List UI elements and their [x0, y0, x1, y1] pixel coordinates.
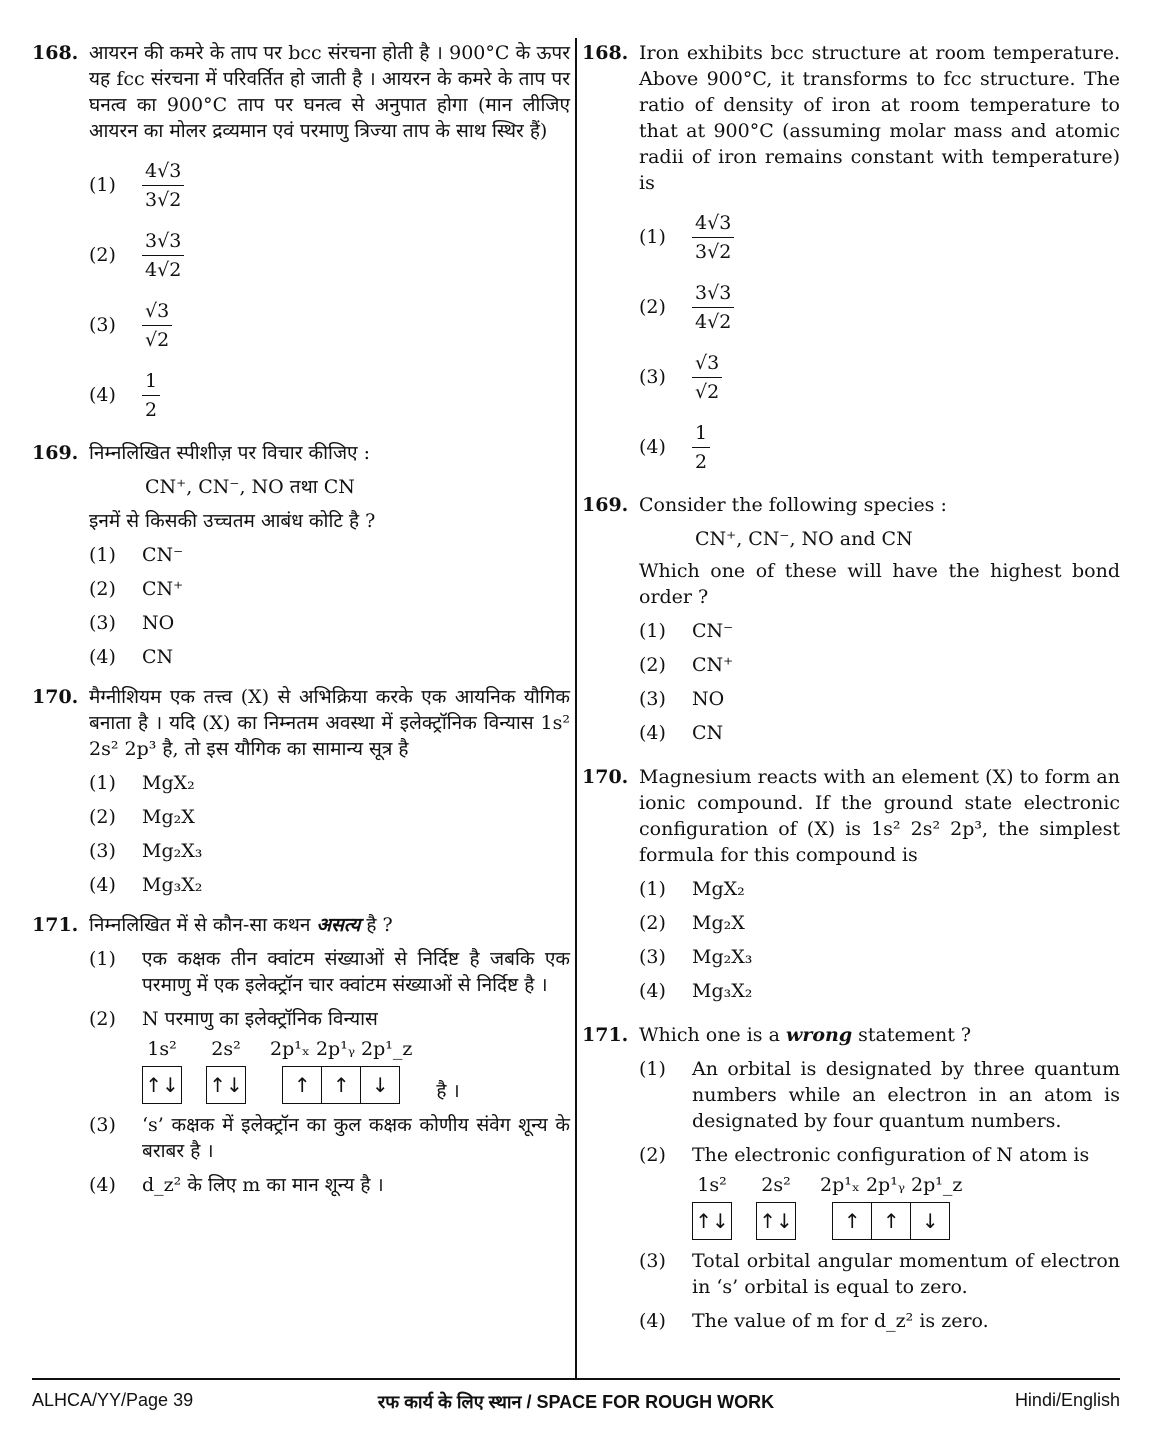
fraction: $\frac{3√3}{4√2}$	[692, 281, 734, 334]
option-4: (4) Mg₃X₂	[639, 980, 753, 1002]
question-number: 168.	[582, 42, 629, 64]
option-3: (3) $\frac{√3}{√2}$	[639, 346, 1120, 408]
option-1: (1) An orbital is designated by three quantum numbers while an electron in an atom is designated by four quantum numbers.	[639, 1058, 1120, 1132]
question-text: निम्नलिखित में से कौन-सा कथन असत्य है ?	[89, 914, 393, 936]
fraction: $\frac{√3}{√2}$	[142, 299, 172, 352]
question-text: Magnesium reacts with an element (X) to form an ionic compound. If the ground state electronic configuration of (X) is 1s² 2s² 2p³, the simplest formula for this compound is	[639, 766, 1120, 866]
option-3: (3) Mg₂X₃	[639, 946, 753, 968]
question-text: Iron exhibits bcc structure at room temperature. Above 900°C, it transforms to fcc structure. The ratio of density of iron at room temperature to that at 900°C (assuming molar mass and atomic radii of iron remains constant with temperature) is	[639, 42, 1120, 194]
question-prompt: इनमें से किसकी उच्चतम आबंध कोटि है ?	[89, 510, 376, 532]
option-3: (3) ‘s’ कक्षक में इलेक्ट्रॉन का कुल कक्षक कोणीय संवेग शून्य के बराबर है ।	[89, 1114, 570, 1162]
option-2: (2) Mg₂X	[639, 912, 745, 934]
species-list: CN⁺, CN⁻, NO तथा CN	[145, 476, 355, 498]
fraction: $\frac{4√3}{3√2}$	[692, 211, 734, 264]
option-4: (4) d_z² के लिए m का मान शून्य है ।	[89, 1174, 384, 1196]
option-1: (1) $\frac{4√3}{3√2}$	[639, 206, 1120, 268]
option-4: (4) CN	[639, 722, 724, 744]
option-4: (4) The value of m for d_z² is zero.	[639, 1310, 989, 1332]
hindi-column	[32, 40, 570, 1198]
rough-work-label: रफ कार्य के लिए स्थान / SPACE FOR ROUGH WORK	[377, 1392, 775, 1412]
option-3: (3) $\frac{√3}{√2}$	[89, 294, 570, 356]
page-footer	[32, 1378, 1120, 1412]
option-1: (1) MgX₂	[639, 878, 745, 900]
orbital-diagram: 1s² ↑↓ 2s² ↑↓ 2p¹ₓ 2p¹ᵧ 2p¹_z ↑ ↑ ↓ है ।	[142, 1036, 570, 1104]
option-1: (1) CN⁻	[639, 620, 734, 642]
question-text: Consider the following species :	[639, 494, 947, 516]
fraction: $\frac{3√3}{4√2}$	[142, 229, 184, 282]
question-text: Which one is a wrong statement ?	[639, 1024, 972, 1046]
option-4: (4) CN	[89, 646, 174, 668]
column-divider	[575, 38, 577, 1378]
option-2: (2) The electronic configuration of N atom is 1s² ↑↓ 2s² ↑↓ 2p¹ₓ 2p¹ᵧ 2p¹_z ↑ ↑ ↓	[639, 1142, 1120, 1240]
question-number: 170.	[32, 686, 79, 708]
question-text: मैग्नीशियम एक तत्त्व (X) से अभिक्रिया करके एक आयनिक यौगिक बनाता है । यदि (X) का निम्नतम अवस्था में इलेक्ट्रॉनिक विन्यास 1s² 2s² 2p³ है, तो इस यौगिक का सामान्य सूत्र है	[89, 686, 570, 760]
question-number: 169.	[582, 494, 629, 516]
question-168-hindi	[32, 40, 570, 426]
option-2: (2) CN⁺	[639, 654, 734, 676]
option-1: (1) $\frac{4√3}{3√2}$	[89, 154, 570, 216]
option-3: (3) NO	[639, 688, 725, 710]
option-1: (1) एक कक्षक तीन क्वांटम संख्याओं से निर्दिष्ट है जबकि एक परमाणु में एक इलेक्ट्रॉन चार क्वांटम संख्याओं से निर्दिष्ट है ।	[89, 948, 570, 996]
question-number: 169.	[32, 442, 79, 464]
fraction: $\frac{1}{2}$	[692, 421, 710, 474]
species-list: CN⁺, CN⁻, NO and CN	[695, 528, 913, 550]
question-169-english	[582, 492, 1120, 746]
question-168-english	[582, 40, 1120, 478]
language-label: Hindi/English	[1014, 1390, 1120, 1410]
option-2: (2) CN⁺	[89, 578, 184, 600]
option-4: (4) $\frac{1}{2}$	[639, 416, 1120, 478]
orbital-diagram: 1s² ↑↓ 2s² ↑↓ 2p¹ₓ 2p¹ᵧ 2p¹_z ↑ ↑ ↓	[692, 1172, 1120, 1240]
question-text: आयरन की कमरे के ताप पर bcc संरचना होती है । 900°C के ऊपर यह fcc संरचना में परिवर्तित हो जाती है । आयरन के कमरे के ताप पर घनत्व का 900°C ताप पर घनत्व से अनुपात होगा (मान लीजिए आयरन का मोलर द्रव्यमान एवं परमाणु त्रिज्या ताप के साथ स्थिर हैं)	[89, 42, 570, 142]
fraction: $\frac{1}{2}$	[142, 369, 160, 422]
question-number: 168.	[32, 42, 79, 64]
question-number: 171.	[582, 1024, 629, 1046]
question-171-english	[582, 1022, 1120, 1334]
fraction: $\frac{4√3}{3√2}$	[142, 159, 184, 212]
option-1: (1) CN⁻	[89, 544, 184, 566]
question-169-hindi	[32, 440, 570, 670]
question-number: 171.	[32, 914, 79, 936]
option-3: (3) Mg₂X₃	[89, 840, 203, 862]
question-prompt: Which one of these will have the highest bond order ?	[639, 560, 1120, 608]
page-code: ALHCA/YY/Page 39	[32, 1390, 194, 1410]
option-3: (3) Total orbital angular momentum of electron in ‘s’ orbital is equal to zero.	[639, 1250, 1120, 1298]
option-4: (4) $\frac{1}{2}$	[89, 364, 570, 426]
question-text: निम्नलिखित स्पीशीज़ पर विचार कीजिए :	[89, 442, 370, 464]
question-170-hindi	[32, 684, 570, 898]
option-4: (4) Mg₃X₂	[89, 874, 203, 896]
option-3: (3) NO	[89, 612, 175, 634]
fraction: $\frac{√3}{√2}$	[692, 351, 722, 404]
option-2: (2) N परमाणु का इलेक्ट्रॉनिक विन्यास 1s² ↑↓ 2s² ↑↓ 2p¹ₓ 2p¹ᵧ 2p¹_z ↑ ↑ ↓ है ।	[89, 1006, 570, 1104]
option-1: (1) MgX₂	[89, 772, 195, 794]
option-2: (2) Mg₂X	[89, 806, 195, 828]
option-2: (2) $\frac{3√3}{4√2}$	[89, 224, 570, 286]
option-2: (2) $\frac{3√3}{4√2}$	[639, 276, 1120, 338]
question-170-english	[582, 764, 1120, 1004]
english-column	[582, 40, 1120, 1334]
question-171-hindi	[32, 912, 570, 1198]
question-number: 170.	[582, 766, 629, 788]
